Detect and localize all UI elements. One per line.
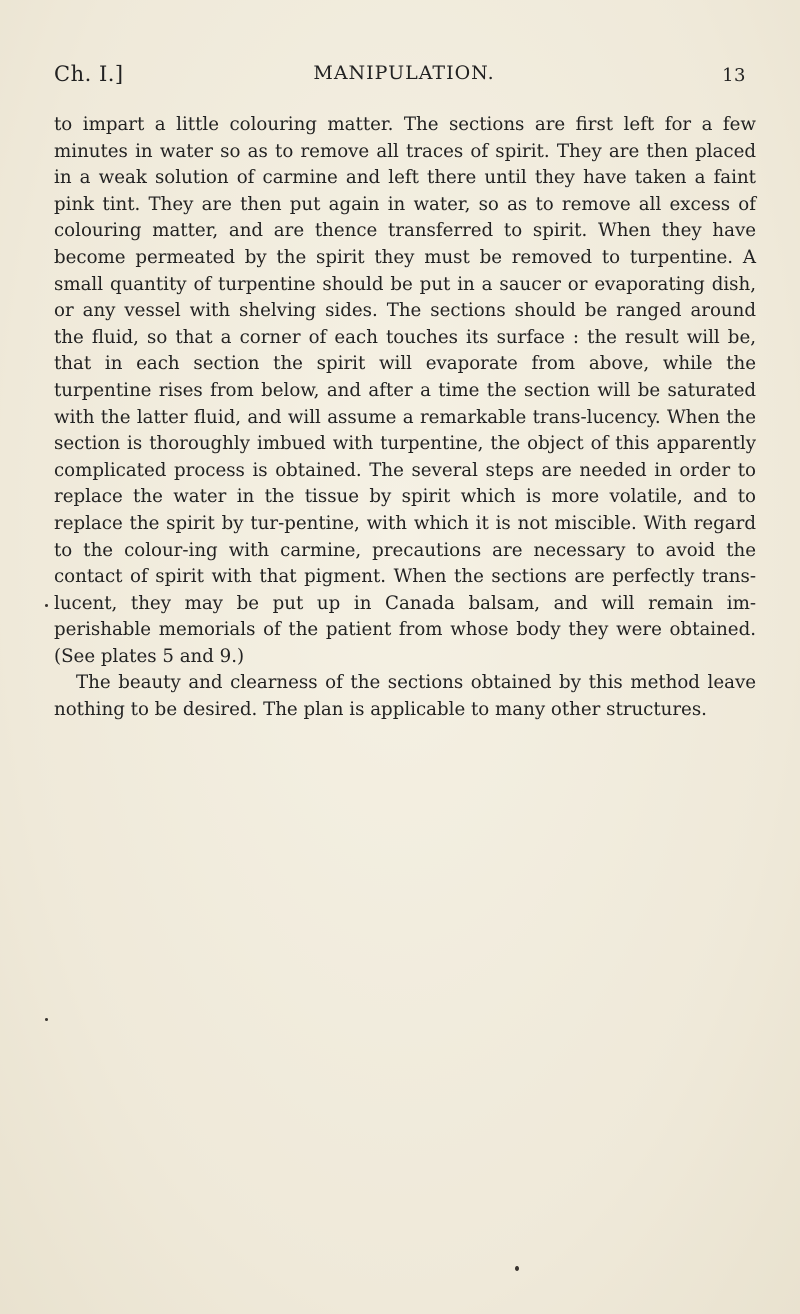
running-head: [54, 62, 754, 92]
chapter-label: Ch. I.]: [54, 62, 124, 86]
paragraph-1: to impart a little colouring matter. The sections are first left for a few minutes in water so as to remove all traces of spirit. They are then placed in a weak solution of carmine and left there until they have taken a faint pink tint. They are then put again in water, so as to remove all excess of colouring matter, and are thence transferred to spirit. When they have become permeated by the spirit they must be removed to turpentine. A small quantity of turpentine should be put in a saucer or evaporating dish, or any vessel with shelving sides. The sections should be ranged around the fluid, so that a corner of each touches its surface : the result will be, that in each section the spirit will evaporate from above, while the turpentine rises from below, and after a time the section will be saturated with the latter fluid, and will assume a remarkable trans-lucency. When the section is thoroughly imbued with turpentine, the object of this apparently complicated process is obtained. The several steps are needed in order to replace the water in the tissue by spirit which is more volatile, and to replace the spirit by tur-pentine, with which it is not miscible. With regard to the colour-ing with carmine, precautions are necessary to avoid the contact of spirit with that pigment. When the sections are perfectly trans-lucent, they may be put up in Canada balsam, and will remain im-perishable memorials of the patient from whose body they were obtained. (See plates 5 and 9.): [54, 114, 756, 667]
page-number: 13: [722, 65, 746, 86]
body-text: [54, 112, 756, 724]
ink-speck: [515, 1266, 519, 1271]
page-title: MANIPULATION.: [313, 62, 495, 84]
paragraph-2: The beauty and clearness of the sections obtained by this method leave nothing to be desired. The plan is applicable to many other structures.: [54, 672, 756, 721]
ink-speck: [45, 604, 48, 607]
ink-speck: [45, 1018, 48, 1021]
